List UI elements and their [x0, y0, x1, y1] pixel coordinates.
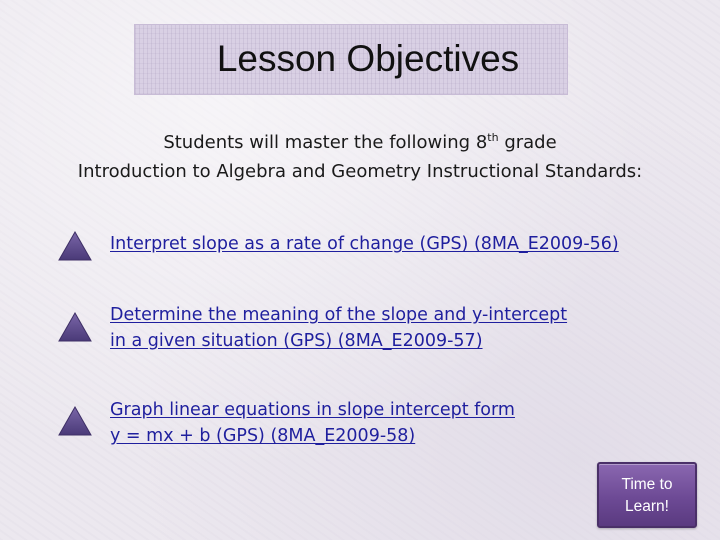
button-label-line-1: Time to [621, 476, 673, 493]
triangle-bullet-icon [58, 406, 92, 436]
intro-line-2: Introduction to Algebra and Geometry Instructional Standards: [77, 161, 643, 182]
objective-line: y = mx + b (GPS) (8MA_E2009-58) [110, 426, 416, 446]
objective-line: Graph linear equations in slope intercept form [110, 400, 515, 420]
intro-line-1-text: Students will master the following 8 [163, 132, 488, 153]
objective-line: Interpret slope as a rate of change (GPS) (8MA_E2009-56) [110, 234, 619, 254]
time-to-learn-button[interactable] [597, 462, 697, 528]
button-label-line-2: Learn! [625, 498, 669, 515]
intro-text [20, 128, 700, 186]
triangle-bullet-icon [58, 231, 92, 261]
slide-title: Lesson Objectives [216, 38, 520, 79]
objective-link[interactable] [110, 397, 515, 449]
triangle-bullet-icon [58, 312, 92, 342]
objective-line: in a given situation (GPS) (8MA_E2009-57) [110, 331, 483, 351]
intro-line-1 [20, 128, 700, 157]
objective-link[interactable] [110, 231, 619, 257]
intro-line-1-end: grade [498, 132, 557, 153]
ordinal-suffix: th [487, 131, 499, 144]
objective-link[interactable] [110, 302, 567, 354]
objective-line: Determine the meaning of the slope and y-intercept [110, 305, 568, 325]
